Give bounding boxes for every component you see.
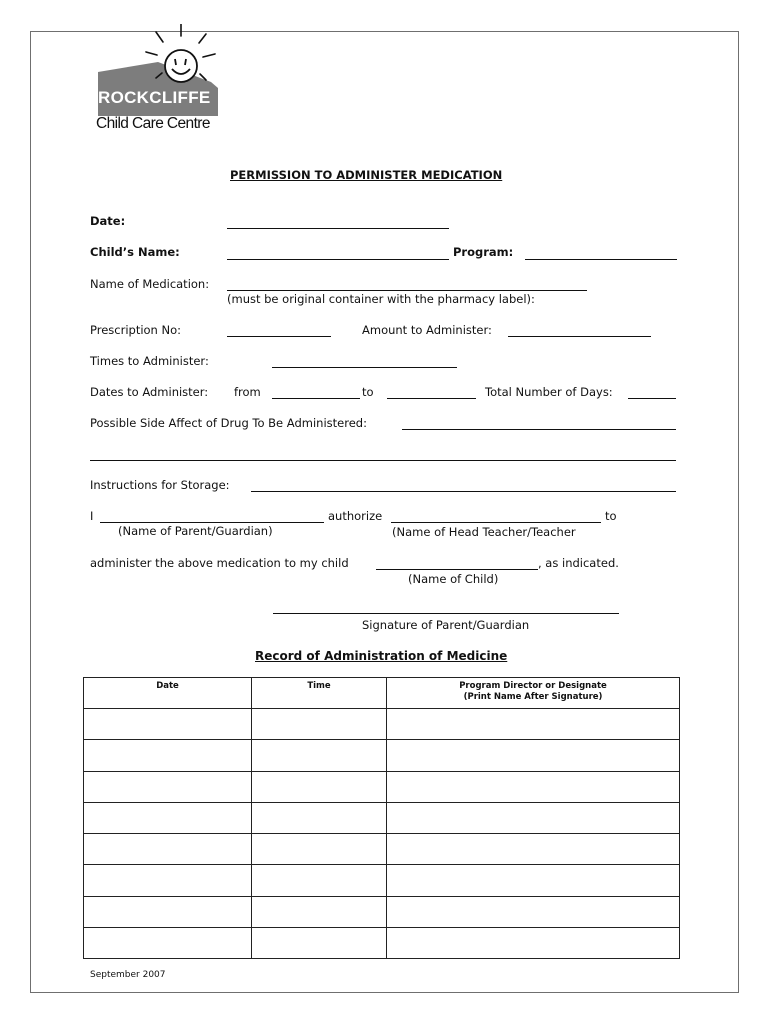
logo-subtitle: Child Care Centre bbox=[96, 115, 210, 132]
storage-field[interactable] bbox=[251, 491, 676, 492]
teacher-name-field[interactable] bbox=[391, 522, 601, 523]
time-cell[interactable] bbox=[252, 740, 387, 771]
director-cell[interactable] bbox=[387, 771, 680, 802]
date-cell[interactable] bbox=[84, 802, 252, 833]
side-effect-field-line2[interactable] bbox=[90, 460, 676, 461]
parent-name-field[interactable] bbox=[100, 522, 324, 523]
side-effect-label: Possible Side Affect of Drug To Be Administered: bbox=[90, 416, 367, 430]
table-row bbox=[84, 865, 680, 896]
footer-date: September 2007 bbox=[90, 970, 166, 980]
medication-note: (must be original container with the pharmacy label): bbox=[227, 292, 535, 306]
times-label: Times to Administer: bbox=[90, 354, 209, 368]
medication-label: Name of Medication: bbox=[90, 277, 210, 291]
dates-from-field[interactable] bbox=[272, 398, 360, 399]
storage-label: Instructions for Storage: bbox=[90, 478, 230, 492]
director-cell[interactable] bbox=[387, 865, 680, 896]
medication-field[interactable] bbox=[227, 290, 587, 291]
time-cell[interactable] bbox=[252, 896, 387, 927]
signature-caption: Signature of Parent/Guardian bbox=[362, 618, 530, 632]
date-cell[interactable] bbox=[84, 771, 252, 802]
time-cell[interactable] bbox=[252, 834, 387, 865]
date-cell[interactable] bbox=[84, 896, 252, 927]
prescription-field[interactable] bbox=[227, 336, 331, 337]
prescription-label: Prescription No: bbox=[90, 323, 182, 337]
col-director-note: (Print Name After Signature) bbox=[463, 692, 603, 702]
dates-label: Dates to Administer: bbox=[90, 385, 209, 399]
record-title: Record of Administration of Medicine bbox=[255, 649, 508, 663]
table-row bbox=[84, 928, 680, 959]
to-label: to bbox=[605, 509, 617, 523]
col-director-header bbox=[387, 678, 680, 709]
logo-brand-text: ROCKCLIFFE bbox=[98, 88, 211, 107]
signature-field[interactable] bbox=[273, 613, 619, 614]
child-name-label: Child’s Name: bbox=[90, 245, 180, 259]
child-caption: (Name of Child) bbox=[408, 572, 499, 586]
date-cell[interactable] bbox=[84, 928, 252, 959]
director-cell[interactable] bbox=[387, 740, 680, 771]
date-field[interactable] bbox=[227, 228, 449, 229]
col-director-title: Program Director or Designate bbox=[459, 681, 607, 691]
date-cell[interactable] bbox=[84, 709, 252, 740]
dates-to-label: to bbox=[362, 385, 374, 399]
child-name-field-2[interactable] bbox=[376, 569, 538, 570]
time-cell[interactable] bbox=[252, 802, 387, 833]
time-cell[interactable] bbox=[252, 771, 387, 802]
table-row bbox=[84, 834, 680, 865]
dates-to-field[interactable] bbox=[387, 398, 476, 399]
table-row bbox=[84, 740, 680, 771]
times-field[interactable] bbox=[272, 367, 457, 368]
director-cell[interactable] bbox=[387, 802, 680, 833]
director-cell[interactable] bbox=[387, 928, 680, 959]
record-table bbox=[83, 677, 680, 959]
director-cell[interactable] bbox=[387, 834, 680, 865]
program-label: Program: bbox=[453, 245, 514, 259]
administer-text: administer the above medication to my child bbox=[90, 556, 349, 570]
form-title: PERMISSION TO ADMINISTER MEDICATION bbox=[230, 168, 503, 182]
child-name-field[interactable] bbox=[227, 259, 449, 260]
total-days-label: Total Number of Days: bbox=[485, 385, 613, 399]
authorize-label: authorize bbox=[328, 509, 383, 523]
director-cell[interactable] bbox=[387, 709, 680, 740]
table-row bbox=[84, 771, 680, 802]
time-cell[interactable] bbox=[252, 928, 387, 959]
table-row bbox=[84, 802, 680, 833]
i-label: I bbox=[90, 509, 94, 523]
col-time-header: Time bbox=[252, 678, 387, 709]
date-cell[interactable] bbox=[84, 834, 252, 865]
table-row bbox=[84, 709, 680, 740]
amount-label: Amount to Administer: bbox=[362, 323, 492, 337]
teacher-caption: (Name of Head Teacher/Teacher bbox=[392, 525, 576, 539]
program-field[interactable] bbox=[525, 259, 677, 260]
date-label: Date: bbox=[90, 214, 126, 228]
as-indicated-text: , as indicated. bbox=[538, 556, 619, 570]
time-cell[interactable] bbox=[252, 709, 387, 740]
table-header-row bbox=[84, 678, 680, 709]
time-cell[interactable] bbox=[252, 865, 387, 896]
date-cell[interactable] bbox=[84, 865, 252, 896]
date-cell[interactable] bbox=[84, 740, 252, 771]
side-effect-field[interactable] bbox=[402, 429, 676, 430]
parent-caption: (Name of Parent/Guardian) bbox=[118, 524, 273, 538]
col-date-header: Date bbox=[84, 678, 252, 709]
total-days-field[interactable] bbox=[628, 398, 676, 399]
amount-field[interactable] bbox=[508, 336, 651, 337]
table-row bbox=[84, 896, 680, 927]
director-cell[interactable] bbox=[387, 896, 680, 927]
dates-from-label: from bbox=[234, 385, 261, 399]
